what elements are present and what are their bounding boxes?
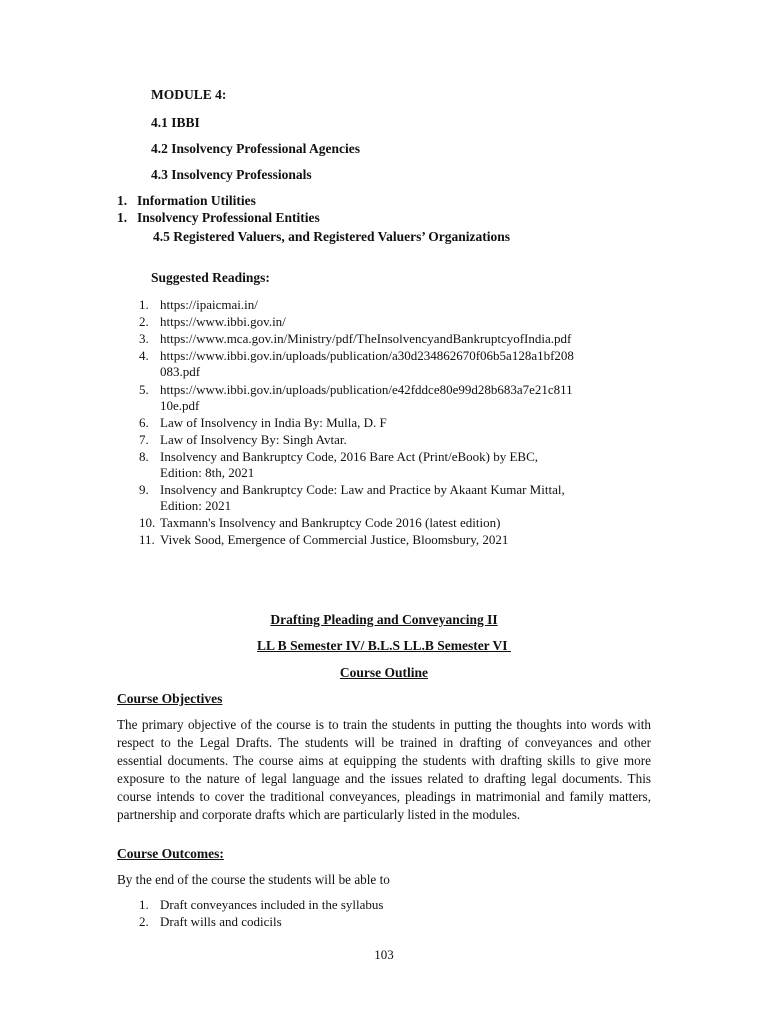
list-number: 1. xyxy=(139,297,149,312)
list-text: https://ipaicmai.in/ xyxy=(160,297,258,312)
list-text: Vivek Sood, Emergence of Commercial Justice, Bloomsbury, 2021 xyxy=(160,532,509,547)
list-text: https://www.ibbi.gov.in/uploads/publication/e42fddce80e99d28b683a7e21c811 xyxy=(160,382,573,397)
module-numbered-item xyxy=(117,210,320,226)
list-text: https://www.mca.gov.in/Ministry/pdf/TheInsolvencyandBankruptcyofIndia.pdf xyxy=(160,331,572,346)
module-item-4-3: 4.3 Insolvency Professionals xyxy=(151,167,312,182)
list-text: https://www.ibbi.gov.in/uploads/publication/a30d234862670f06b5a128a1bf208 xyxy=(160,348,574,363)
list-text: Draft conveyances included in the syllabus xyxy=(160,897,384,912)
module-heading: MODULE 4: xyxy=(151,87,227,102)
list-item xyxy=(139,331,571,347)
list-item xyxy=(139,515,500,531)
outcomes-intro: By the end of the course the students will be able to xyxy=(117,872,390,887)
readings-heading: Suggested Readings: xyxy=(151,270,270,285)
course-title: Drafting Pleading and Conveyancing II xyxy=(270,612,498,627)
list-text: Edition: 2021 xyxy=(160,498,232,513)
module-item-4-1: 4.1 IBBI xyxy=(151,115,200,130)
list-text: 083.pdf xyxy=(160,364,201,379)
list-item xyxy=(139,914,282,930)
module-item-4-5: 4.5 Registered Valuers, and Registered Valuers’ Organizations xyxy=(153,229,510,244)
list-number: 1. xyxy=(117,193,128,208)
module-item-4-2: 4.2 Insolvency Professional Agencies xyxy=(151,141,360,156)
list-number: 3. xyxy=(139,331,149,346)
list-item xyxy=(139,897,383,913)
list-item-continuation xyxy=(139,364,200,380)
list-item xyxy=(139,532,508,548)
list-item xyxy=(139,482,565,498)
list-text: Insolvency Professional Entities xyxy=(137,210,320,225)
list-number: 11. xyxy=(139,532,155,547)
list-item xyxy=(139,297,258,313)
list-number: 4. xyxy=(139,348,149,363)
list-number: 2. xyxy=(139,914,149,929)
list-item-continuation xyxy=(139,465,254,481)
objectives-paragraph: The primary objective of the course is to train the students in putting the thoughts into words with respect to the Legal Drafts. The students will be trained in drafting of conveyances and other essential documents. The course aims at equipping the students with drafting skills to give more exposure to the nature of legal language and the issues related to drafting legal documents. This course intends to cover the traditional conveyances, pleadings in matrimonial and family matters, partnership and corporate drafts which are particularly listed in the modules. xyxy=(117,717,651,822)
list-item-continuation xyxy=(139,398,199,414)
list-number: 5. xyxy=(139,382,149,397)
list-number: 6. xyxy=(139,415,149,430)
outcomes-heading: Course Outcomes: xyxy=(117,846,224,861)
course-semester: LL B Semester IV/ B.L.S LL.B Semester VI xyxy=(257,638,511,653)
list-item xyxy=(139,432,347,448)
list-item xyxy=(139,415,387,431)
list-text: Taxmann's Insolvency and Bankruptcy Code 2016 (latest edition) xyxy=(160,515,501,530)
course-outline-heading: Course Outline xyxy=(339,665,429,680)
list-item xyxy=(139,382,573,398)
list-text: Edition: 8th, 2021 xyxy=(160,465,255,480)
list-text: Law of Insolvency By: Singh Avtar. xyxy=(160,432,347,447)
list-item xyxy=(139,449,538,465)
list-item-continuation xyxy=(139,498,231,514)
list-text: Information Utilities xyxy=(137,193,256,208)
list-number: 10. xyxy=(139,515,156,530)
list-number: 1. xyxy=(139,897,149,912)
list-text: Insolvency and Bankruptcy Code: Law and Practice by Akaant Kumar Mittal, xyxy=(160,482,565,497)
module-numbered-item xyxy=(117,193,256,209)
list-number: 9. xyxy=(139,482,149,497)
list-text: Draft wills and codicils xyxy=(160,914,282,929)
list-text: Law of Insolvency in India By: Mulla, D. F xyxy=(160,415,387,430)
list-text: 10e.pdf xyxy=(160,398,200,413)
page-number: 103 xyxy=(374,947,394,962)
list-number: 7. xyxy=(139,432,149,447)
list-text: Insolvency and Bankruptcy Code, 2016 Bare Act (Print/eBook) by EBC, xyxy=(160,449,539,464)
list-item xyxy=(139,348,574,364)
list-number: 2. xyxy=(139,314,149,329)
list-number: 8. xyxy=(139,449,149,464)
objectives-heading: Course Objectives xyxy=(117,691,223,706)
list-text: https://www.ibbi.gov.in/ xyxy=(160,314,286,329)
list-item xyxy=(139,314,286,330)
list-number: 1. xyxy=(117,210,128,225)
